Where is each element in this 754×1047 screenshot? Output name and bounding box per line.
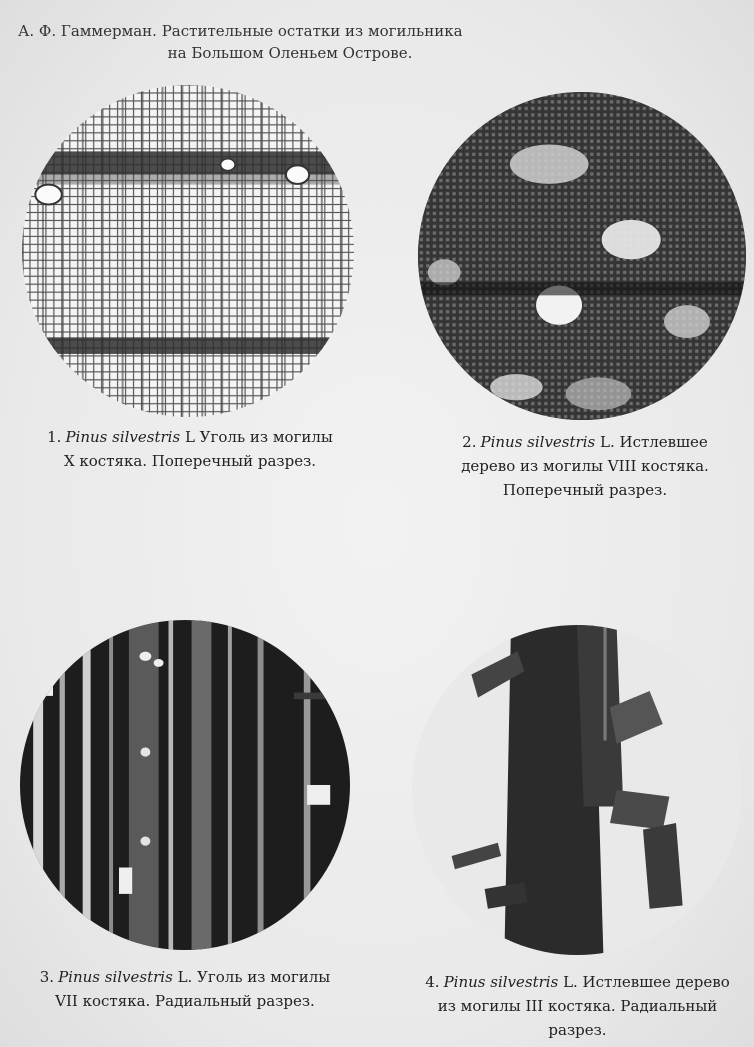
caption-text: L. Истлевшее дерево	[563, 973, 730, 991]
micrograph-3	[20, 620, 350, 950]
header-line-2: на Большом Оленьем Острове.	[167, 44, 413, 62]
header-line-1: А. Ф. Гаммерман. Растительные остатки из могильника	[18, 22, 463, 40]
caption-3	[15, 965, 355, 1013]
caption-1-line-2: X костяка. Поперечный разрез.	[63, 452, 317, 470]
species-name: Pinus silvestris	[480, 433, 596, 451]
caption-2-line-1	[415, 430, 754, 454]
caption-3-line-1	[15, 965, 355, 989]
caption-3-line-2: VII костяка. Радиальный разрез.	[55, 992, 315, 1010]
figure-number: 1.	[47, 428, 62, 446]
caption-text: L. Истлевшее	[599, 433, 708, 451]
micrograph-4	[412, 625, 742, 955]
caption-text: L. Уголь из могилы	[177, 968, 331, 986]
page-header	[10, 20, 570, 64]
micrograph-1	[22, 85, 354, 417]
caption-4-line-3: разрез.	[548, 1021, 607, 1039]
caption-2	[415, 430, 754, 502]
species-name: Pinus silvestris	[443, 973, 559, 991]
figure-number: 3.	[39, 968, 55, 986]
figure-number: 2.	[462, 433, 477, 451]
figure-number: 4.	[425, 973, 440, 991]
micrograph-2	[418, 92, 746, 420]
species-name: Pinus silvestris	[65, 428, 181, 446]
caption-2-line-2: дерево из могилы VIII костяка.	[461, 457, 709, 475]
caption-text: L Уголь из могилы	[184, 428, 333, 446]
caption-4	[405, 970, 750, 1042]
caption-4-line-2: из могилы III костяка. Радиальный	[437, 997, 718, 1015]
caption-4-line-1	[405, 970, 750, 994]
caption-2-line-3: Поперечный разрез.	[502, 481, 668, 499]
caption-1-line-1	[20, 425, 360, 449]
caption-1	[20, 425, 360, 473]
species-name: Pinus silvestris	[58, 968, 173, 986]
